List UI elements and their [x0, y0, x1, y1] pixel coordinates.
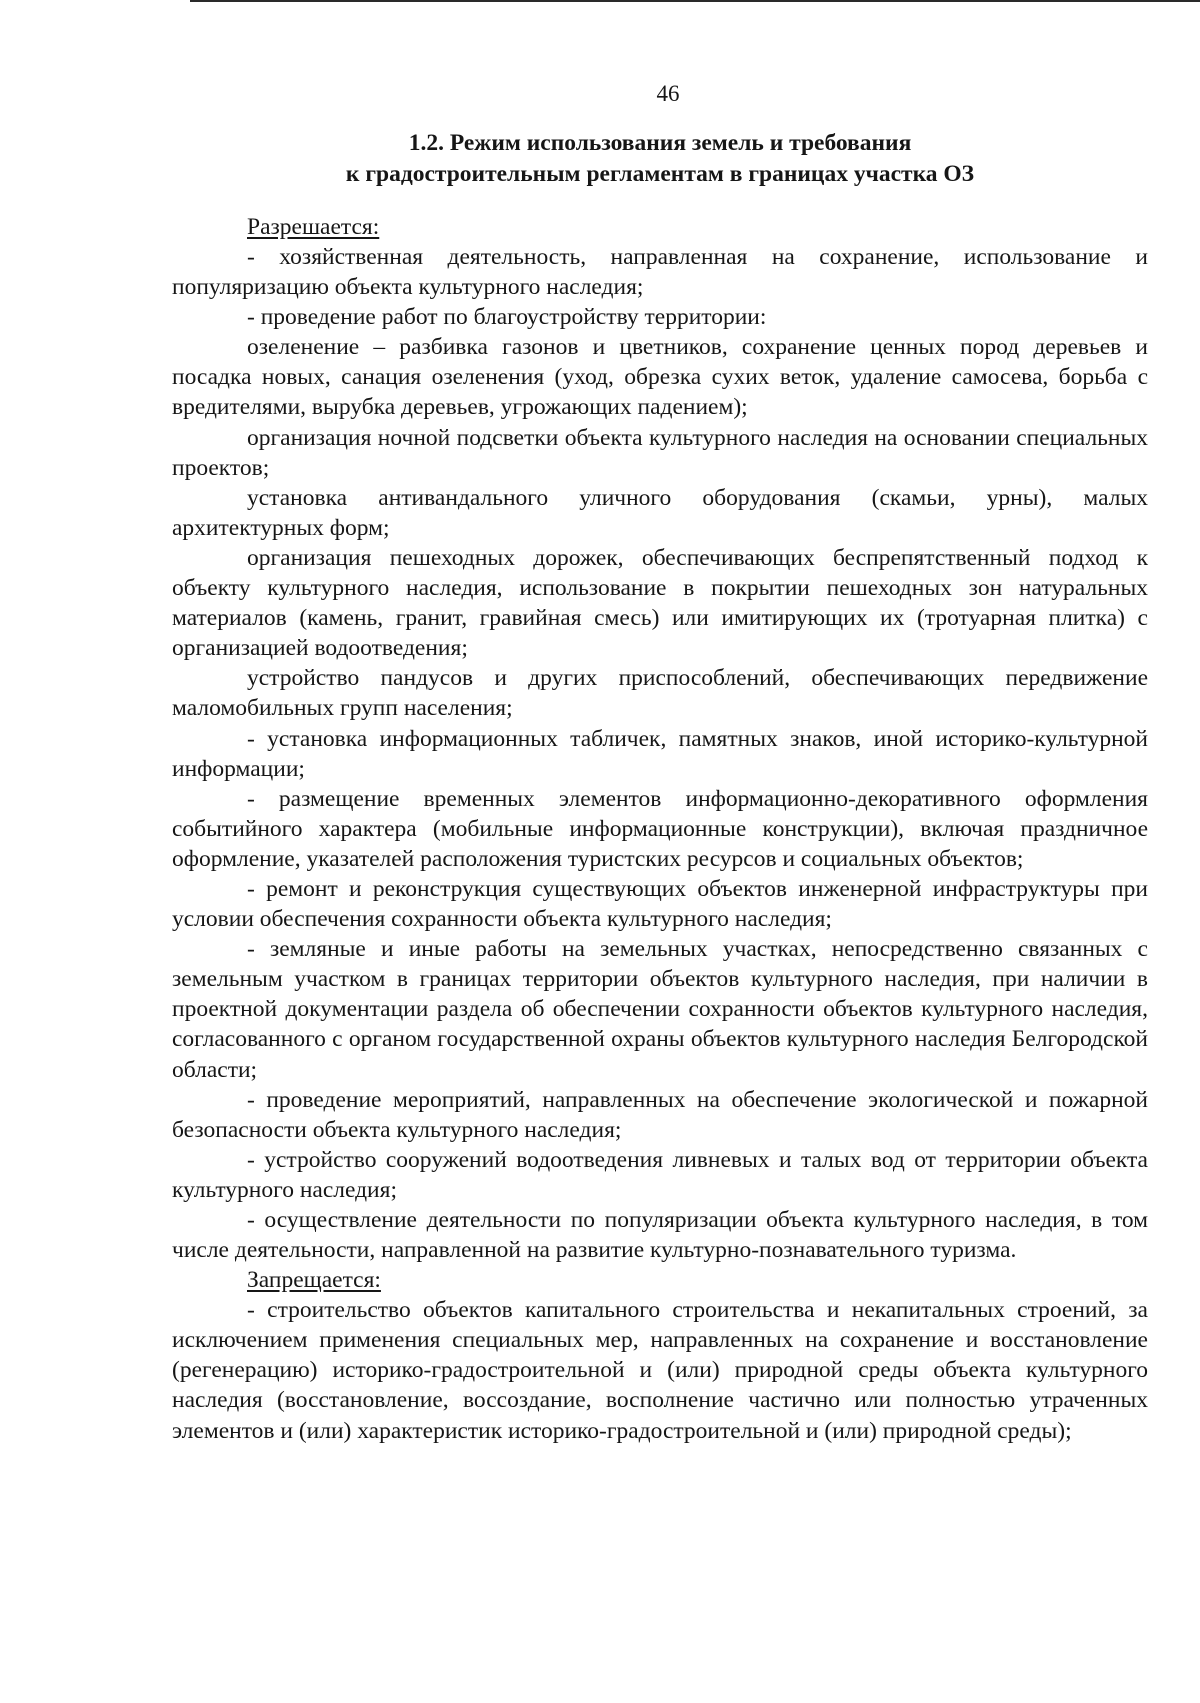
allowed-item: - хозяйственная деятельность, направленная на сохранение, использование и популяризацию объекта культурного наследия;: [172, 244, 1148, 301]
allowed-item: устройство пандусов и других приспособлений, обеспечивающих передвижение маломобильных групп населения;: [172, 665, 1148, 722]
prohibited-label: Запрещается:: [247, 1267, 381, 1294]
allowed-item: организация ночной подсветки объекта культурного наследия на основании специальных проектов;: [172, 424, 1148, 481]
heading-line-2: к градостроительным регламентам в границах участка ОЗ: [345, 161, 975, 187]
section-heading: [172, 128, 1148, 190]
prohibited-item: - строительство объектов капитального строительства и некапитальных строений, за исключением применения специальных мер, направленных на сохранение и восстановление (регенерацию) историко-градостроительной и (или) природной среды объекта культурного наследия (восстановление, воссоздание, восполнение частично или полностью утраченных элементов и (или) характеристик историко-градостроительной и (или) природной среды);: [172, 1297, 1148, 1444]
allowed-item: озеленение – разбивка газонов и цветников, сохранение ценных пород деревьев и посадка новых, санация озеленения (уход, обрезка сухих веток, удаление самосева, борьба с вредителями, вырубка деревьев, угрожающих падением);: [172, 334, 1148, 421]
document-page: [172, 78, 1148, 1446]
allowed-item: - устройство сооружений водоотведения ливневых и талых вод от территории объекта культурного наследия;: [172, 1146, 1148, 1203]
allowed-item: установка антивандального уличного оборудования (скамьи, урны), малых архитектурных форм;: [172, 484, 1148, 541]
allowed-item: - ремонт и реконструкция существующих объектов инженерной инфраструктуры при условии обеспечения сохранности объекта культурного наследия;: [172, 875, 1148, 933]
top-border-line: [190, 0, 1200, 2]
allowed-item: - размещение временных элементов информационно-декоративного оформления событийного характера (мобильные информационные конструкции), включая праздничное оформление, указателей расположения туристских ресурсов и социальных объектов;: [172, 785, 1148, 872]
allowed-item: - установка информационных табличек, памятных знаков, иной историко-культурной информации;: [172, 725, 1148, 782]
heading-line-1: 1.2. Режим использования земель и требования: [408, 130, 912, 156]
allowed-label: Разрешается:: [247, 214, 380, 240]
allowed-item: организация пешеходных дорожек, обеспечивающих беспрепятственный подход к объекту культурного наследия, использование в покрытии пешеходных зон натуральных материалов (камень, гранит, гравийная смесь) или имитирующих их (тротуарная плитка) с организацией водоотведения;: [172, 544, 1148, 662]
allowed-item: - осуществление деятельности по популяризации объекта культурного наследия, в том числе деятельности, направленной на развитие культурно-познавательного туризма.: [172, 1207, 1148, 1264]
page-number: 46: [656, 81, 680, 106]
allowed-item: - проведение мероприятий, направленных на обеспечение экологической и пожарной безопасности объекта культурного наследия;: [172, 1086, 1148, 1143]
allowed-item: - земляные и иные работы на земельных участках, непосредственно связанных с земельным участком в границах территории объектов культурного наследия, при наличии в проектной документации раздела об обеспечении сохранности объектов культурного наследия, согласованного с органом государственной охраны объектов культурного наследия Белгородской области;: [172, 936, 1148, 1083]
allowed-item: - проведение работ по благоустройству территории:: [247, 304, 767, 331]
